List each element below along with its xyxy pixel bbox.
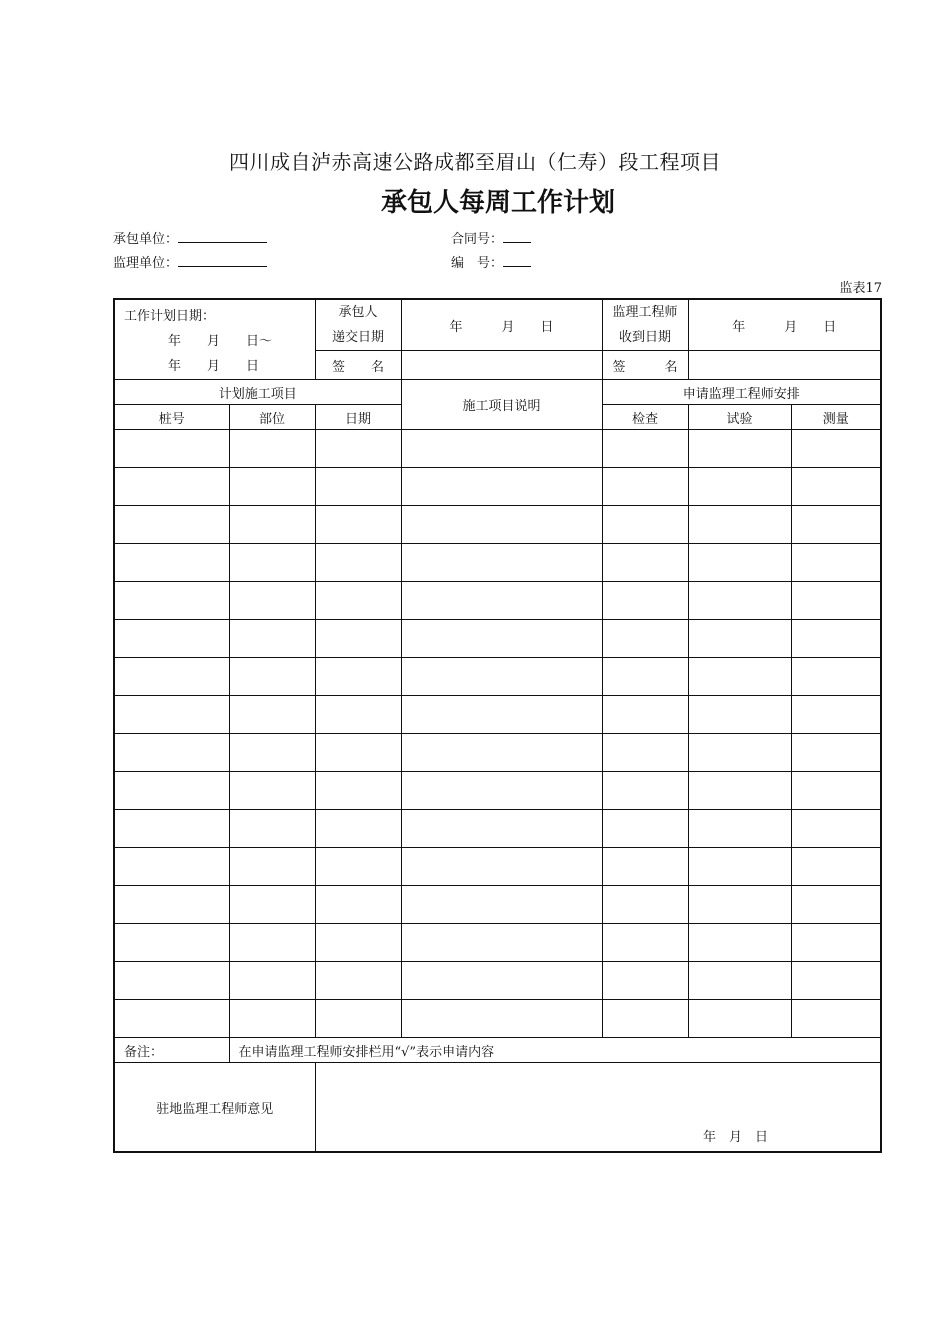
table-cell[interactable] bbox=[401, 620, 602, 658]
planned-items-header: 计划施工项目 bbox=[114, 380, 401, 405]
weekly-plan-table bbox=[113, 298, 882, 1153]
plan-date-from: 年 月 日～ bbox=[168, 334, 273, 349]
table-cell[interactable] bbox=[688, 658, 791, 696]
table-cell[interactable] bbox=[401, 696, 602, 734]
col-header-part: 部位 bbox=[229, 405, 315, 430]
table-cell[interactable] bbox=[401, 848, 602, 886]
project-name: 四川成自泸赤高速公路成都至眉山（仁寿）段工程项目 bbox=[229, 150, 721, 174]
table-cell[interactable] bbox=[315, 658, 401, 696]
table-cell[interactable] bbox=[602, 734, 688, 772]
table-cell[interactable] bbox=[229, 468, 315, 506]
table-cell[interactable] bbox=[602, 430, 688, 468]
table-cell[interactable] bbox=[114, 430, 229, 468]
table-cell[interactable] bbox=[114, 772, 229, 810]
engineer-receive-label-line1: 监理工程师 bbox=[612, 305, 678, 320]
table-cell[interactable] bbox=[229, 506, 315, 544]
contractor-unit-label: 承包单位： bbox=[113, 232, 179, 247]
table-cell[interactable] bbox=[688, 772, 791, 810]
table-cell[interactable] bbox=[602, 810, 688, 848]
plan-rows bbox=[114, 430, 881, 1038]
table-row bbox=[114, 430, 881, 468]
table-cell[interactable] bbox=[602, 886, 688, 924]
table-cell[interactable] bbox=[401, 582, 602, 620]
table-cell[interactable] bbox=[688, 544, 791, 582]
remark-label: 备注： bbox=[114, 1038, 229, 1063]
table-cell[interactable] bbox=[229, 848, 315, 886]
col-header-survey: 测量 bbox=[791, 405, 881, 430]
table-cell[interactable] bbox=[315, 696, 401, 734]
table-cell[interactable] bbox=[315, 734, 401, 772]
table-cell[interactable] bbox=[791, 620, 881, 658]
table-cell[interactable] bbox=[791, 810, 881, 848]
contract-no-label: 合同号： bbox=[451, 232, 504, 247]
table-cell[interactable] bbox=[791, 1000, 881, 1038]
serial-no-label: 编 号： bbox=[451, 256, 504, 271]
table-cell[interactable] bbox=[688, 582, 791, 620]
table-row bbox=[114, 1000, 881, 1038]
table-cell[interactable] bbox=[401, 886, 602, 924]
table-cell[interactable] bbox=[791, 468, 881, 506]
table-cell[interactable] bbox=[114, 924, 229, 962]
table-cell[interactable] bbox=[114, 658, 229, 696]
contractor-submit-label-line1: 承包人 bbox=[338, 305, 378, 320]
receive-date-cell[interactable] bbox=[688, 299, 881, 351]
table-cell[interactable] bbox=[602, 962, 688, 1000]
table-cell[interactable] bbox=[229, 962, 315, 1000]
col-header-date: 日期 bbox=[315, 405, 401, 430]
table-row bbox=[114, 962, 881, 1000]
table-cell[interactable] bbox=[401, 924, 602, 962]
engineer-sign-label: 签 名 bbox=[602, 351, 688, 380]
table-cell[interactable] bbox=[688, 1000, 791, 1038]
table-cell[interactable] bbox=[602, 468, 688, 506]
table-row bbox=[114, 506, 881, 544]
table-cell[interactable] bbox=[114, 962, 229, 1000]
table-cell[interactable] bbox=[602, 1000, 688, 1038]
engineer-sign-cell[interactable] bbox=[688, 351, 881, 380]
table-cell[interactable] bbox=[229, 430, 315, 468]
serial-no-field bbox=[451, 252, 531, 271]
submit-date-text: 年 月 日 bbox=[449, 319, 554, 335]
contractor-unit-field bbox=[113, 228, 267, 247]
table-cell[interactable] bbox=[602, 544, 688, 582]
contractor-sign-cell[interactable] bbox=[401, 351, 602, 380]
table-cell[interactable] bbox=[791, 696, 881, 734]
table-cell[interactable] bbox=[114, 810, 229, 848]
engineer-receive-label-cell bbox=[602, 299, 688, 351]
table-cell[interactable] bbox=[229, 924, 315, 962]
contract-no-field bbox=[451, 228, 531, 247]
table-cell[interactable] bbox=[401, 962, 602, 1000]
table-cell[interactable] bbox=[791, 734, 881, 772]
col-header-station: 桩号 bbox=[114, 405, 229, 430]
table-cell[interactable] bbox=[315, 962, 401, 1000]
table-cell[interactable] bbox=[114, 582, 229, 620]
table-cell[interactable] bbox=[229, 696, 315, 734]
table-cell[interactable] bbox=[229, 734, 315, 772]
table-cell[interactable] bbox=[315, 468, 401, 506]
table-cell[interactable] bbox=[229, 772, 315, 810]
opinion-cell[interactable] bbox=[315, 1063, 881, 1153]
contract-no-line[interactable] bbox=[503, 230, 531, 243]
table-row bbox=[114, 810, 881, 848]
col-header-inspect: 检查 bbox=[602, 405, 688, 430]
table-cell[interactable] bbox=[315, 772, 401, 810]
table-cell[interactable] bbox=[114, 468, 229, 506]
table-row bbox=[114, 658, 881, 696]
table-row bbox=[114, 620, 881, 658]
plan-date-cell[interactable] bbox=[114, 299, 315, 380]
table-cell[interactable] bbox=[688, 696, 791, 734]
contractor-submit-label-line2: 递交日期 bbox=[332, 330, 385, 345]
table-cell[interactable] bbox=[688, 848, 791, 886]
engineer-arrangement-header: 申请监理工程师安排 bbox=[602, 380, 881, 405]
remark-text: 在申请监理工程师安排栏用“√”表示申请内容 bbox=[229, 1038, 881, 1063]
table-cell[interactable] bbox=[791, 506, 881, 544]
table-cell[interactable] bbox=[791, 924, 881, 962]
table-cell[interactable] bbox=[229, 886, 315, 924]
submit-date-cell[interactable] bbox=[401, 299, 602, 351]
table-cell[interactable] bbox=[114, 506, 229, 544]
table-row bbox=[114, 544, 881, 582]
table-cell[interactable] bbox=[229, 544, 315, 582]
table-cell[interactable] bbox=[688, 886, 791, 924]
table-cell[interactable] bbox=[602, 772, 688, 810]
page-title: 承包人每周工作计划 bbox=[380, 188, 615, 218]
plan-date-label: 工作计划日期： bbox=[124, 309, 216, 324]
supervisor-unit-field bbox=[113, 252, 267, 271]
table-row bbox=[114, 772, 881, 810]
table-row bbox=[114, 886, 881, 924]
table-row bbox=[114, 848, 881, 886]
table-cell[interactable] bbox=[114, 696, 229, 734]
table-cell[interactable] bbox=[401, 468, 602, 506]
form-number: 监表17 bbox=[839, 281, 882, 296]
table-cell[interactable] bbox=[688, 506, 791, 544]
table-cell[interactable] bbox=[229, 658, 315, 696]
opinion-label: 驻地监理工程师意见 bbox=[114, 1063, 315, 1153]
contractor-sign-label: 签 名 bbox=[315, 351, 401, 380]
table-cell[interactable] bbox=[229, 810, 315, 848]
table-row bbox=[114, 734, 881, 772]
table-cell[interactable] bbox=[688, 468, 791, 506]
table-cell[interactable] bbox=[315, 810, 401, 848]
table-cell[interactable] bbox=[602, 582, 688, 620]
table-cell[interactable] bbox=[688, 430, 791, 468]
table-cell[interactable] bbox=[114, 544, 229, 582]
opinion-date: 年 月 日 bbox=[703, 1130, 769, 1145]
table-cell[interactable] bbox=[688, 924, 791, 962]
table-cell[interactable] bbox=[315, 924, 401, 962]
table-row bbox=[114, 582, 881, 620]
table-cell[interactable] bbox=[315, 544, 401, 582]
table-cell[interactable] bbox=[602, 848, 688, 886]
item-description-header: 施工项目说明 bbox=[401, 380, 602, 430]
table-cell[interactable] bbox=[401, 506, 602, 544]
table-cell[interactable] bbox=[688, 962, 791, 1000]
contractor-submit-label-cell bbox=[315, 299, 401, 351]
table-cell[interactable] bbox=[791, 544, 881, 582]
table-cell[interactable] bbox=[401, 734, 602, 772]
table-cell[interactable] bbox=[114, 620, 229, 658]
table-cell[interactable] bbox=[602, 924, 688, 962]
supervisor-unit-label: 监理单位： bbox=[113, 256, 179, 271]
table-cell[interactable] bbox=[114, 734, 229, 772]
table-cell[interactable] bbox=[401, 1000, 602, 1038]
table-cell[interactable] bbox=[315, 620, 401, 658]
table-cell[interactable] bbox=[315, 848, 401, 886]
table-cell[interactable] bbox=[688, 620, 791, 658]
table-cell[interactable] bbox=[401, 658, 602, 696]
table-cell[interactable] bbox=[791, 582, 881, 620]
table-cell[interactable] bbox=[114, 886, 229, 924]
table-cell[interactable] bbox=[315, 1000, 401, 1038]
table-cell[interactable] bbox=[791, 772, 881, 810]
table-cell[interactable] bbox=[791, 962, 881, 1000]
receive-date-text: 年 月 日 bbox=[732, 319, 837, 335]
plan-date-to: 年 月 日 bbox=[168, 359, 260, 374]
table-cell[interactable] bbox=[791, 658, 881, 696]
table-cell[interactable] bbox=[602, 658, 688, 696]
table-cell[interactable] bbox=[791, 848, 881, 886]
col-header-test: 试验 bbox=[688, 405, 791, 430]
table-cell[interactable] bbox=[602, 696, 688, 734]
table-cell[interactable] bbox=[229, 582, 315, 620]
table-cell[interactable] bbox=[114, 1000, 229, 1038]
table-cell[interactable] bbox=[688, 734, 791, 772]
table-cell[interactable] bbox=[791, 886, 881, 924]
supervisor-unit-line[interactable] bbox=[178, 254, 267, 267]
table-cell[interactable] bbox=[229, 1000, 315, 1038]
table-row bbox=[114, 696, 881, 734]
table-cell[interactable] bbox=[602, 506, 688, 544]
table-cell[interactable] bbox=[401, 430, 602, 468]
engineer-receive-label-line2: 收到日期 bbox=[619, 330, 672, 345]
serial-no-line[interactable] bbox=[503, 254, 531, 267]
contractor-unit-line[interactable] bbox=[178, 230, 267, 243]
table-cell[interactable] bbox=[315, 886, 401, 924]
table-cell[interactable] bbox=[401, 772, 602, 810]
table-row bbox=[114, 468, 881, 506]
table-cell[interactable] bbox=[401, 810, 602, 848]
table-cell[interactable] bbox=[229, 620, 315, 658]
table-cell[interactable] bbox=[315, 506, 401, 544]
table-cell[interactable] bbox=[791, 430, 881, 468]
table-cell[interactable] bbox=[688, 810, 791, 848]
table-cell[interactable] bbox=[315, 582, 401, 620]
table-cell[interactable] bbox=[315, 430, 401, 468]
table-cell[interactable] bbox=[602, 620, 688, 658]
table-cell[interactable] bbox=[401, 544, 602, 582]
table-row bbox=[114, 924, 881, 962]
table-cell[interactable] bbox=[114, 848, 229, 886]
